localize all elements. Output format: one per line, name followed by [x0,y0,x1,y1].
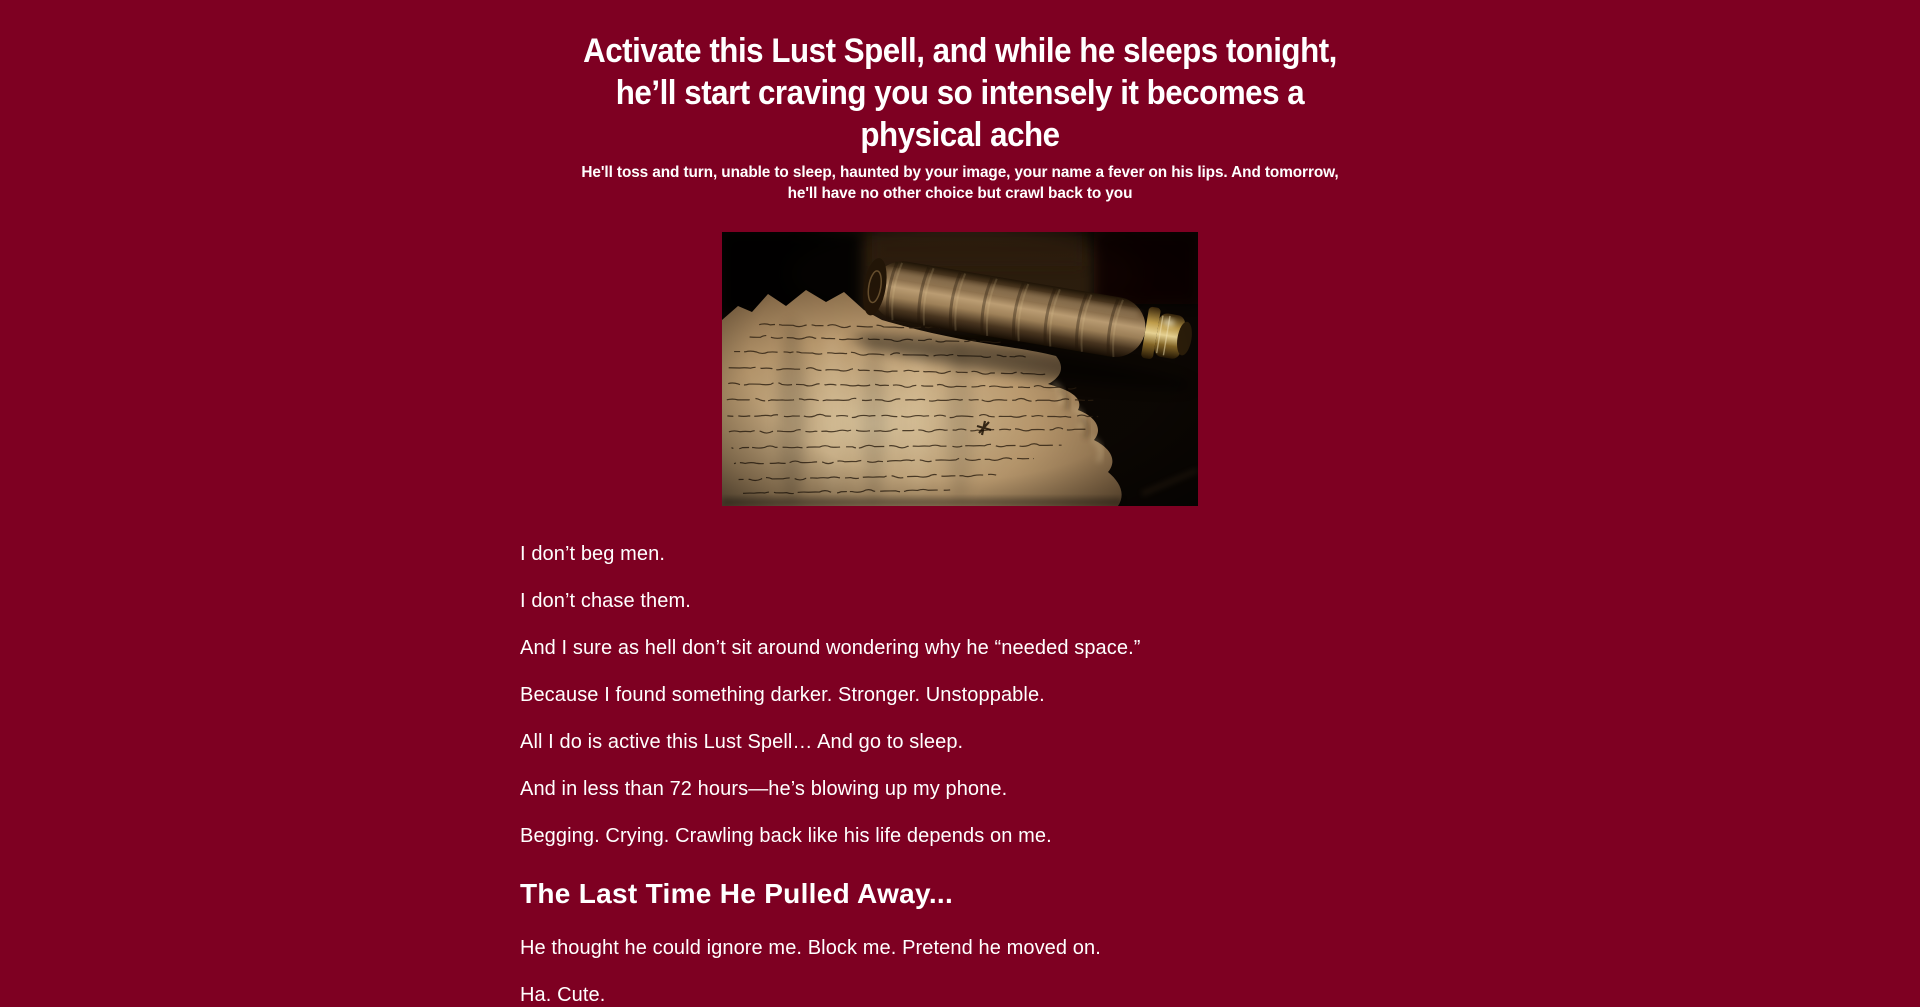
photo-vignette [722,232,1198,506]
body-paragraph: All I do is active this Lust Spell… And go to sleep. [520,731,964,753]
body-paragraph: Because I found something darker. Stronger. Unstoppable. [520,684,1045,706]
page-title-line: Activate this Lust Spell, and while he sleeps tonight, [583,32,1337,70]
hero-subtitle-line: He'll toss and turn, unable to sleep, haunted by your image, your name a fever on his lips. And tomorrow, [581,164,1339,181]
page-title [520,30,1400,156]
spell-scroll-photo [722,232,1198,506]
body-paragraph: And I sure as hell don’t sit around wondering why he “needed space.” [520,637,1141,659]
scroll-photo-art [722,232,1198,506]
section-heading: The Last Time He Pulled Away... [520,878,954,909]
body-paragraph: I don’t beg men. [520,543,666,565]
body-paragraph: Ha. Cute. [520,984,606,1006]
body-paragraph: He thought he could ignore me. Block me. Pretend he moved on. [520,937,1101,959]
page-title-line: physical ache [860,116,1060,154]
sales-page [520,0,1400,1007]
body-paragraph: And in less than 72 hours—he’s blowing up my phone. [520,778,1008,800]
hero-subtitle [520,162,1400,204]
body-paragraph: I don’t chase them. [520,590,691,612]
intro-copy [520,542,1400,848]
section-copy [520,936,1400,1007]
body-paragraph: Begging. Crying. Crawling back like his life depends on me. [520,825,1052,847]
hero-subtitle-line: he'll have no other choice but crawl back to you [787,185,1133,202]
page-title-line: he’ll start craving you so intensely it becomes a [615,74,1305,112]
